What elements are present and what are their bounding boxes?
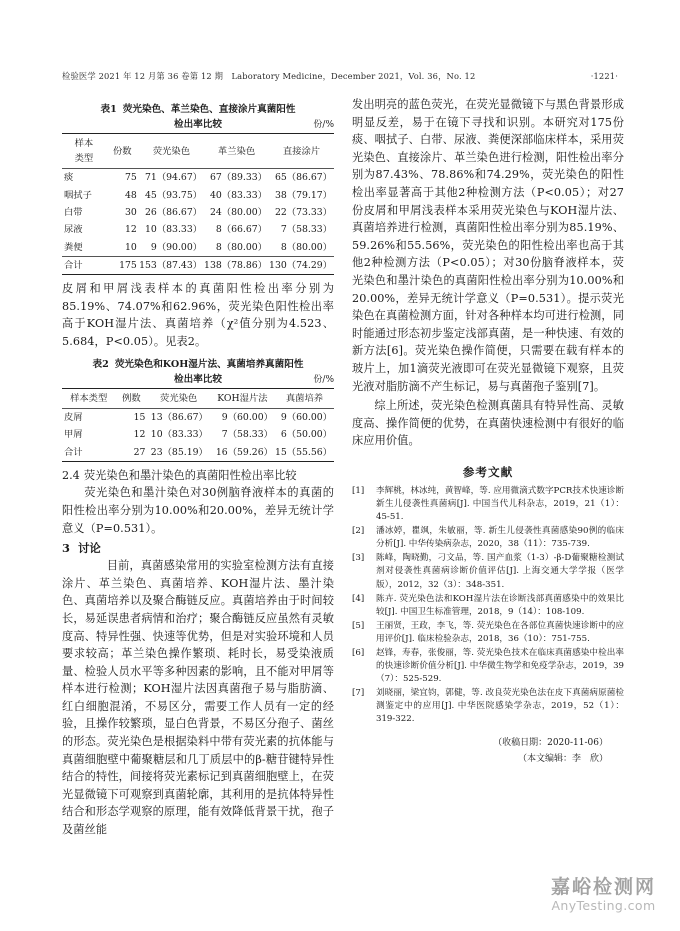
reference-number: [7]	[352, 688, 365, 699]
table-1-col-gram: 革兰染色	[217, 145, 256, 157]
cell-fluor: 9（90.00）	[150, 241, 203, 253]
table-1-col-type-l1: 样本	[74, 138, 94, 149]
table-1-block	[62, 103, 334, 275]
section-3-heading	[62, 539, 334, 557]
section-2-4-number: 2.4	[62, 468, 80, 482]
editor-note: （本文编辑：李 欣）	[517, 753, 608, 764]
discussion-paragraph-continued: 发出明亮的蓝色荧光，在荧光显微镜下与黑色背景形成明显反差，易于在镜下寻找和识别。本研究对175份痰、咽拭子、白带、尿液、粪便深部临床样本，采用荧光染色、直接涂片、革兰染色进行检测，阳性检出率分别为87.43%、78.86%和74.29%，荧光染色的阳性检出率显著高于其他2种检测方法（P<0.05）；对27份皮屑和甲屑浅表样本采用荧光染色与KOH湿片法、真菌培养进行检测，真菌阳性检出率分别为85.19%、59.26%和55.56%，荧光染色的阳性检出率也高于其他2种检测方法（P<0.05）；对30份脑脊液样本，荧光染色和墨汁染色的真菌阳性检出率分别为10.00%和20.00%，差异无统计学意义（P=0.531）。提示荧光染色在真菌检测方面，针对各种样本均可进行检测，同时能通过形态初步鉴定浅部真菌，是一种快速、有效的新方法[6]。荧光染色操作简便，只需要在载有样本的玻片上，加1滴荧光液即可在荧光显微镜下观察，且荧光液对脂肪滴不产生标记，易与真菌孢子鉴别[7]。	[352, 98, 624, 393]
cell-koh: 7（58.33）	[221, 429, 273, 441]
cell-n: 27	[133, 446, 146, 458]
reference-text: 陈卉. 荧光染色法和KOH湿片法在诊断浅部真菌感染中的效果比较[J]. 中国卫生标准管理，2018，9（14）：108-109.	[376, 593, 624, 617]
section-3-number: 3	[62, 541, 70, 556]
cell-fluor: 23（85.19）	[150, 446, 208, 458]
cell-fluor: 10（83.33）	[150, 429, 208, 441]
cell-smear: 65（86.67）	[274, 172, 332, 184]
table-2-col-n: 例数	[122, 392, 141, 404]
reference-text: 李辉桃，林冰纯，黄智峰，等. 应用微滴式数字PCR技术快速诊断新生儿侵袭性真菌病[J]. 中国当代儿科杂志，2019，21（1）：45-51.	[376, 485, 624, 523]
table-1-col-smear: 直接涂片	[282, 145, 321, 157]
reference-item	[352, 485, 624, 524]
watermark	[551, 876, 656, 913]
cell-smear: 8（80.00）	[280, 241, 332, 253]
cell-culture: 6（50.00）	[280, 429, 332, 441]
table-1-number: 表1	[100, 104, 117, 115]
table-row	[62, 426, 334, 443]
cell-culture: 9（60.00）	[280, 411, 332, 423]
table-1-unit: 份/%	[313, 120, 334, 130]
running-head-left: 检验医学 2021 年 12 月第 36 卷第 12 期 Laboratory Medicine，December 2021，Vol. 36，No. 12	[62, 71, 476, 81]
cell-n: 48	[124, 189, 137, 201]
table-2-title-cont: 检出率比较	[174, 373, 222, 385]
cell-n: 15	[133, 411, 146, 423]
reference-number: [3]	[352, 553, 365, 564]
references-heading: 参考文献	[462, 464, 514, 479]
cell-n: 12	[124, 224, 137, 236]
section-3-title: 讨论	[78, 541, 101, 556]
paragraph-after-table1: 皮屑和甲屑浅表样本的真菌阳性检出率分别为85.19%、74.07%和62.96%，荧光染色阳性检出率高于KOH湿片法、真菌培养（χ²值分别为4.523、5.684，P<0.05）。见表2。	[62, 282, 334, 349]
cell-fluor: 26（86.67）	[145, 206, 203, 218]
cell-type: 白带	[64, 206, 83, 218]
cell-smear: 22（73.33）	[274, 206, 332, 218]
table-1-caption-line1	[62, 103, 334, 117]
cell-culture: 15（55.56）	[274, 446, 332, 458]
cell-koh: 16（59.26）	[215, 446, 273, 458]
cell-fluor: 13（86.67）	[150, 411, 208, 423]
watermark-chinese: 嘉峪检测网	[550, 876, 656, 898]
cell-fluor: 153（87.43）	[139, 260, 203, 272]
cell-fluor: 45（93.75）	[145, 189, 203, 201]
section-2-4-heading	[62, 467, 334, 485]
reference-item	[352, 552, 624, 591]
reference-text: 王丽贤，王政，李飞，等. 荧光染色在各部位真菌快速诊断中的应用评价[J]. 临床检验杂志，2018，36（10）：751-755.	[376, 620, 624, 644]
reference-number: [6]	[352, 648, 365, 658]
cell-n: 10	[124, 241, 137, 253]
cell-koh: 9（60.00）	[221, 411, 273, 423]
cell-type: 咽拭子	[64, 189, 92, 201]
cell-smear: 130（74.29）	[269, 260, 332, 272]
reference-number: [5]	[352, 620, 365, 631]
table-row	[62, 408, 334, 426]
reference-text: 潘冰婷，瞿飒，朱敏丽，等. 新生儿侵袭性真菌感染90例的临床分析[J]. 中华传染病杂志，2020，38（11）：735-739.	[376, 526, 624, 550]
cell-n: 12	[133, 429, 146, 441]
watermark-english: AnyTesting.com	[551, 898, 656, 913]
cell-gram: 24（80.00）	[209, 206, 268, 218]
table-1-col-fluor: 荧光染色	[152, 145, 191, 157]
table-2	[62, 388, 334, 462]
table-1-col-n: 份数	[113, 145, 132, 157]
cell-gram: 40（83.33）	[209, 189, 268, 201]
table-row	[62, 186, 334, 203]
table-1-title: 荧光染色、革兰染色、直接涂片真菌阳性	[122, 104, 296, 115]
reference-text: 刘晓丽，梁宜钧，郭健，等. 改良荧光染色法在皮下真菌病原菌检测鉴定中的应用[J]. 中华医院感染学杂志，2019，52（1）：319-322.	[376, 688, 624, 725]
right-column	[352, 96, 624, 767]
cell-type: 粪便	[64, 241, 83, 253]
cell-type: 痰	[64, 172, 74, 184]
cell-gram: 67（89.33）	[209, 172, 268, 184]
table-1-caption-line2	[62, 118, 334, 132]
table-row	[62, 204, 334, 221]
section-2-4-body: 荧光染色和墨汁染色对30例脑脊液样本的真菌的阳性检出率分别为10.00%和20.00%，差异无统计学意义（P=0.531）。	[62, 486, 334, 535]
table-2-header-row	[62, 388, 334, 408]
cell-smear: 38（79.17）	[274, 189, 332, 201]
cell-smear: 7（58.33）	[280, 224, 332, 236]
cell-n: 175	[119, 260, 137, 272]
discussion-paragraph-1: 目前，真菌感染常用的实验室检测方法有直接涂片、革兰染色、真菌培养、KOH湿片法、墨汁染色、真菌培养以及聚合酶链反应。真菌培养由于时间较长，易延误患者病情和治疗；聚合酶链反应虽然有灵敏度高、特异性强、快速等优势，但是对实验环境和人员要求较高；革兰染色操作繁琐、耗时长，易受染液质量、检验人员水平等多种因素的影响，且不能对甲屑等样本进行检测；KOH湿片法因真菌孢子易与脂肪滴、红白细胞混淆，不易区分，需要工作人员有一定的经验，且操作较繁琐，显白色背景，不易区分孢子、菌丝的形态。荧光染色是根据染料中带有荧光素的抗体能与真菌细胞壁中葡聚糖层和几丁质层中的β-糖苷键特异性结合的特性，间接将荧光素标记到真菌细胞壁上，在荧光显微镜下可观察到真菌轮廓，其利用的是抗体特异性结合和形态学观察的原理，能有效降低背景干扰，孢子及菌丝能	[62, 559, 334, 837]
cell-n: 75	[124, 172, 137, 184]
table-2-number: 表2	[92, 358, 109, 370]
table-2-col-type: 样本类型	[70, 392, 108, 404]
table-1-header-row	[62, 134, 334, 169]
reference-text: 赵锋，寿春，张俊丽，等. 荧光染色技术在临床真菌感染中检出率的快速诊断价值分析[J]. 中华微生物学和免疫学杂志，2019，39（7）：525-529.	[376, 648, 624, 685]
section-2-4-title: 荧光染色和墨汁染色的真菌阳性检出率比较	[84, 468, 297, 482]
table-2-col-koh: KOH湿片法	[217, 392, 268, 404]
cell-n: 30	[124, 206, 137, 218]
reference-number: [1]	[352, 485, 365, 496]
cell-type: 甲屑	[64, 429, 83, 441]
reference-item	[352, 525, 624, 551]
table-row	[62, 169, 334, 187]
received-date: （收稿日期：2020-11-06）	[493, 737, 608, 748]
table-2-title: 荧光染色和KOH湿片法、真菌培养真菌阳性	[114, 358, 304, 370]
reference-item	[352, 593, 624, 619]
cell-gram: 8（66.67）	[215, 224, 268, 236]
cell-gram: 8（80.00）	[215, 241, 268, 253]
cell-fluor: 10（83.33）	[145, 224, 203, 236]
cell-type: 合计	[64, 260, 83, 272]
table-row	[62, 239, 334, 257]
table-2-caption-line1	[62, 358, 334, 372]
reference-item	[352, 620, 624, 646]
table-2-unit: 份/%	[313, 374, 334, 385]
reference-number: [2]	[352, 526, 365, 537]
cell-type: 皮屑	[64, 411, 83, 423]
reference-number: [4]	[352, 593, 365, 604]
reference-item	[352, 687, 624, 726]
table-2-col-fluor: 荧光染色	[160, 392, 198, 404]
cell-type: 合计	[64, 446, 83, 458]
table-total-row	[62, 443, 334, 461]
table-1-title-cont: 检出率比较	[174, 119, 222, 130]
table-1	[62, 133, 334, 275]
cell-gram: 138（78.86）	[204, 260, 268, 272]
table-2-block	[62, 358, 334, 462]
cell-fluor: 71（94.67）	[145, 172, 203, 184]
table-row	[62, 221, 334, 238]
running-head	[62, 70, 618, 82]
left-column	[62, 96, 334, 839]
table-2-col-culture: 真菌培养	[285, 392, 324, 404]
table-total-row	[62, 256, 334, 274]
cell-type: 尿液	[64, 224, 83, 236]
table-1-col-type	[62, 134, 106, 169]
table-2-caption-line2	[62, 373, 334, 387]
table-1-col-type-l2: 类型	[74, 153, 94, 164]
reference-item	[352, 647, 624, 686]
reference-text: 陈峰，陶晓勤，刁文品，等. 国产血浆（1-3）-β-D葡聚糖检测试剂对侵袭性真菌病诊断价值评估[J]. 上海交通大学学报（医学版），2012，32（3）：348-351.	[376, 553, 624, 590]
conclusion-paragraph: 综上所述，荧光染色检测真菌具有特异性高、灵敏度高、操作简便的优势，在真菌快速检测中有很好的临床应用价值。	[352, 399, 624, 448]
page-number: ·1221·	[590, 71, 618, 81]
